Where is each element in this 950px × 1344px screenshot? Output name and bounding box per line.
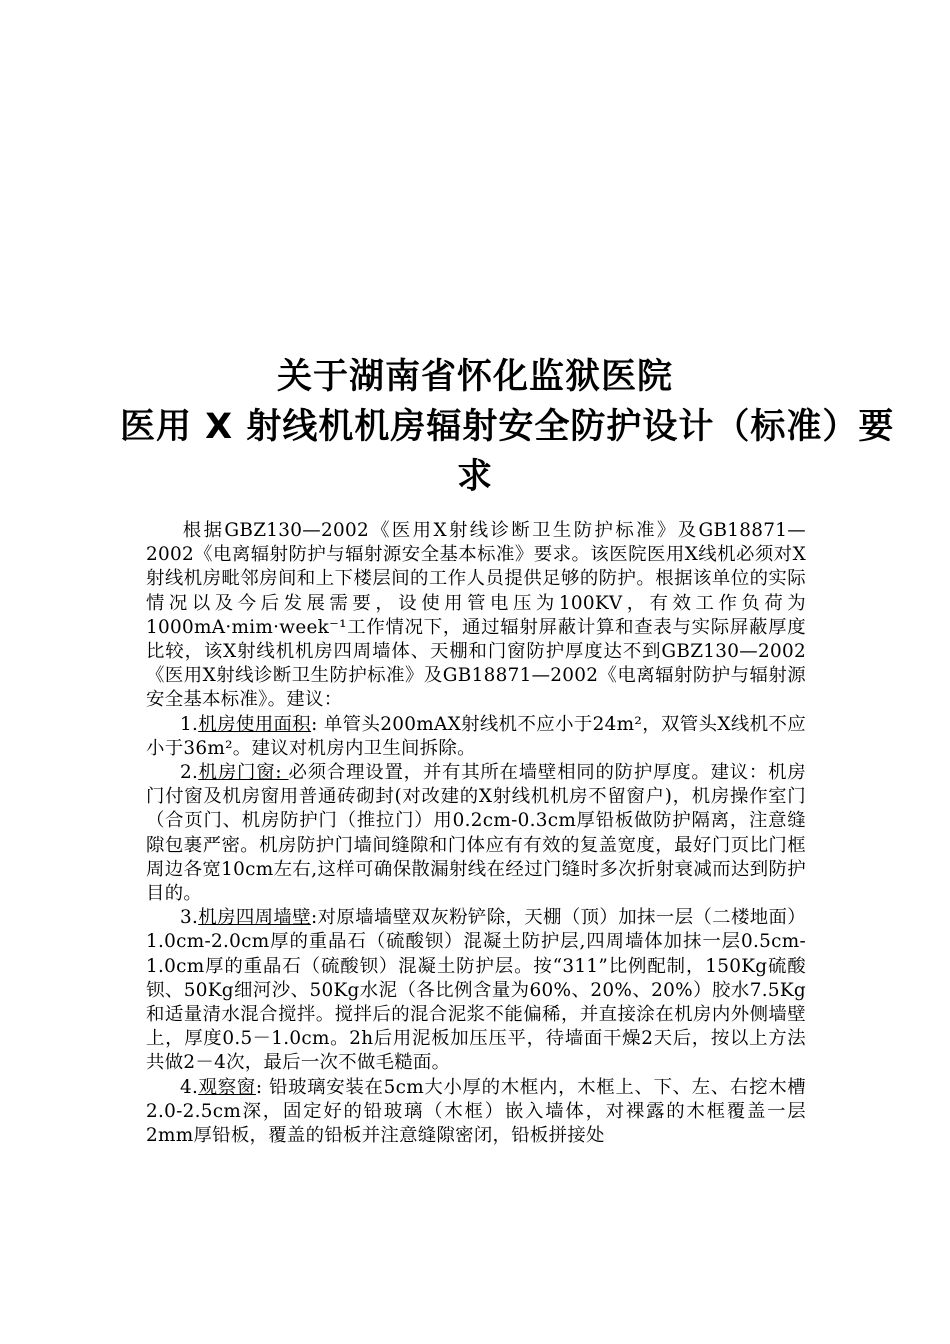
item-4-number: 4.: [180, 1076, 199, 1098]
item-3-text: :对原墙墙壁双灰粉铲除，天棚（顶）加抹一层（二楼地面）1.0cm-2.0cm厚的重晶石（硫酸钡）混凝土防护层,四周墙体加抹一层0.5cm-1.0cm厚的重晶石（硫酸钡）混凝土防护层。按“311”比例配制，150Kg硫酸钡、50Kg细河沙、50Kg水泥（各比例含量为60%、20%、20%）胶水7.5Kg和适量清水混合搅拌。搅拌后的混合泥浆不能偏稀，并直接涂在机房内外侧墙壁上，厚度0.5－1.0cm。2h后用泥板加压压平，待墙面干燥2天后，按以上方法共做2－4次，最后一次不做毛糙面。: [146, 907, 806, 1074]
intro-paragraph: 根据GBZ130—2002《医用X射线诊断卫生防护标准》及GB18871—2002《电离辐射防护与辐射源安全基本标准》要求。该医院医用X线机必须对X射线机房毗邻房间和上下楼层间的工作人员提供足够的防护。根据该单位的实际情况以及今后发展需要，设使用管电压为100KV，有效工作负荷为1000mA·mim·week⁻¹工作情况下，通过辐射屏蔽计算和查表与实际屏蔽厚度比较，该X射线机机房四周墙体、天棚和门窗防护厚度达不到GBZ130—2002《医用X射线诊断卫生防护标准》及GB18871—2002《电离辐射防护与辐射源安全基本标准》。建议：: [146, 520, 806, 711]
item-3-number: 3.: [180, 907, 199, 929]
title-line-1: 关于湖南省怀化监狱医院: [276, 357, 673, 397]
item-2-heading: 机房门窗:: [198, 762, 289, 784]
item-2-number: 2.: [180, 762, 199, 784]
item-2-paragraph: [146, 761, 806, 906]
item-4-heading: 观察窗: [198, 1076, 256, 1098]
item-2-text: 必须合理设置，并有其所在墙壁相同的防护厚度。建议：机房门付窗及机房窗用普通砖砌封(对改建的X射线机机房不留窗户)，机房操作室门（合页门、机房防护门（推拉门）用0.2cm-0.3cm厚铅板做防护隔离，注意缝隙包裹严密。机房防护门墙间缝隙和门体应有有效的复盖宽度，最好门页比门框周边各宽10cm左右,这样可确保散漏射线在经过门缝时多次折射衰减而达到防护目的。: [146, 762, 806, 905]
document-body: [146, 519, 806, 1148]
document-title: [120, 352, 895, 502]
item-3-heading: 机房四周墙壁: [198, 907, 312, 929]
item-1-paragraph: [146, 713, 806, 761]
item-4-paragraph: [146, 1076, 806, 1149]
title-line-3: 求: [456, 457, 493, 497]
item-1-heading: 机房使用面积: [198, 713, 312, 735]
item-1-text: : 单管头200mAX射线机不应小于24m²，双管头X线机不应小于36m²。建议对机房内卫生间拆除。: [146, 713, 806, 759]
title-line-2: 医用 X 射线机机房辐射安全防护设计（标准）要: [120, 407, 895, 447]
item-1-number: 1.: [180, 713, 199, 735]
item-3-paragraph: [146, 906, 806, 1075]
item-4-text: : 铅玻璃安装在5cm大小厚的木框内，木框上、下、左、右挖木槽2.0-2.5cm深，固定好的铅玻璃（木框）嵌入墙体，对裸露的木框覆盖一层2mm厚铅板，覆盖的铅板并注意缝隙密闭，铅板拼接处: [146, 1076, 806, 1147]
